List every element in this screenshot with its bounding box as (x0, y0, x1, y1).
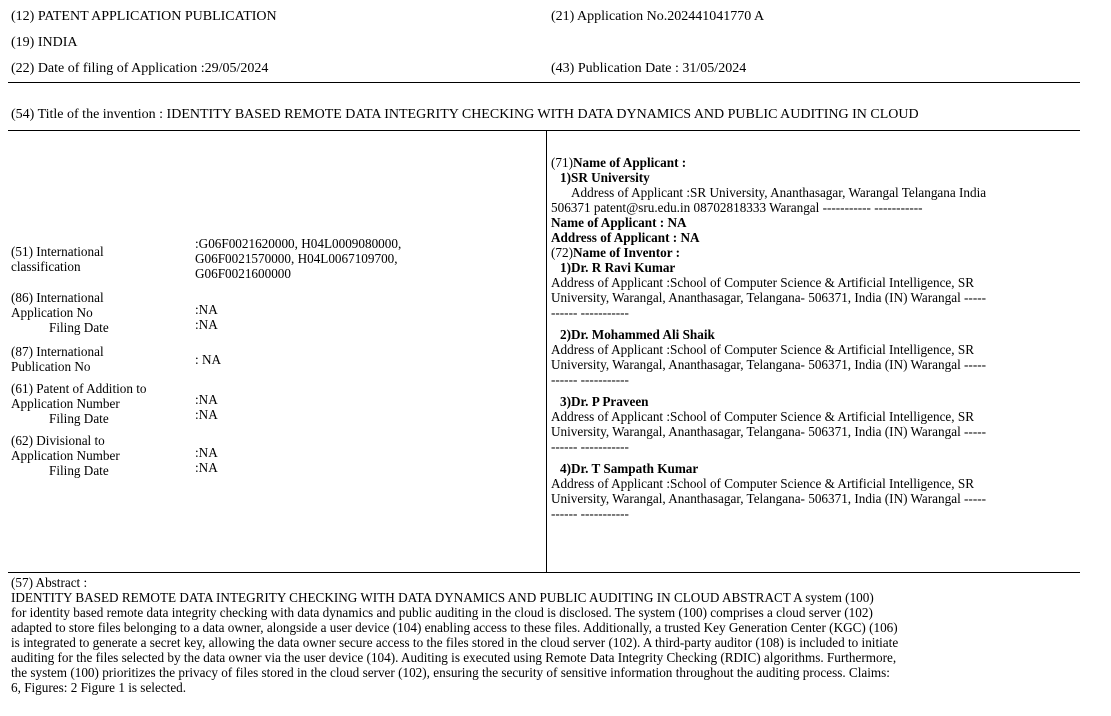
abstract-heading: (57) Abstract : (11, 575, 88, 590)
abstract-line: IDENTITY BASED REMOTE DATA INTEGRITY CHECKING WITH DATA DYNAMICS AND PUBLIC AUDITING IN CLOUD ABSTRACT A system (100) (11, 590, 874, 605)
inventor-address-line: Address of Applicant :School of Computer Science & Artificial Intelligence, SR (551, 476, 975, 491)
inventor-entry (551, 394, 1079, 454)
publication-date: (43) Publication Date : 31/05/2024 (551, 61, 747, 76)
inventor-address-line: Address of Applicant :School of Computer Science & Artificial Intelligence, SR (551, 409, 975, 424)
inventor-heading: (72)Name of Inventor : (551, 245, 681, 260)
applicant-name-na: Name of Applicant : NA (551, 215, 687, 230)
applicant-heading: (71)Name of Applicant : (551, 155, 687, 170)
inventor-address-line: ------ ----------- (551, 439, 629, 454)
inventor-entry (551, 260, 1079, 320)
divider-abstract (8, 572, 1080, 573)
inventor-name: 2)Dr. Mohammed Ali Shaik (560, 327, 715, 342)
publication-type: (12) PATENT APPLICATION PUBLICATION (11, 9, 277, 24)
inventor-address-line: University, Warangal, Ananthasagar, Telangana- 506371, India (IN) Warangal ----- (551, 491, 986, 506)
inventor-address-line: Address of Applicant :School of Computer Science & Artificial Intelligence, SR (551, 342, 975, 357)
inventor-address-line: ------ ----------- (551, 372, 629, 387)
abstract-line: auditing for the files selected by the data owner via the user device (104). Auditing is executed using Remote Data Integrity Checking (RDIC) algorithms. Furthermore, (11, 650, 897, 665)
inventor-address-line: ------ ----------- (551, 506, 629, 521)
filing-date: (22) Date of filing of Application :29/05/2024 (11, 61, 269, 76)
inventor-name: 3)Dr. P Praveen (560, 394, 649, 409)
abstract-line: the system (100) prioritizes the privacy of files stored in the cloud server (102), ensuring the security of sensitive information throughout the auditing process. Claims: (11, 665, 890, 680)
divider-title (8, 130, 1080, 131)
inventor-address-line: University, Warangal, Ananthasagar, Telangana- 506371, India (IN) Warangal ----- (551, 357, 986, 372)
abstract-line: adapted to store files belonging to a data owner, alongside a user device (104) enabling access to these files. Additionally, a trusted Key Generation Center (KGC) (106) (11, 620, 898, 635)
inventor-address-line: University, Warangal, Ananthasagar, Telangana- 506371, India (IN) Warangal ----- (551, 290, 986, 305)
inventor-entry (551, 327, 1079, 387)
divider-vertical (546, 130, 547, 572)
inventor-entry (551, 461, 1079, 521)
divider-top (8, 82, 1080, 83)
abstract-line: for identity based remote data integrity checking with data dynamics and public auditing in the cloud is disclosed. The system (100) comprises a cloud server (102) (11, 605, 873, 620)
application-number: (21) Application No.202441041770 A (551, 9, 765, 24)
applicant-address-line: 506371 patent@sru.edu.in 08702818333 Warangal ----------- ----------- (551, 200, 923, 215)
inventor-address-line: Address of Applicant :School of Computer Science & Artificial Intelligence, SR (551, 275, 975, 290)
inventor-name: 1)Dr. R Ravi Kumar (560, 260, 676, 275)
applicant-address-na: Address of Applicant : NA (551, 230, 700, 245)
abstract-line: 6, Figures: 2 Figure 1 is selected. (11, 680, 187, 695)
invention-title: (54) Title of the invention : IDENTITY BASED REMOTE DATA INTEGRITY CHECKING WITH DATA DYNAMICS AND PUBLIC AUDITING IN CLOUD (11, 107, 919, 122)
abstract (11, 575, 1086, 695)
inventor-address-line: University, Warangal, Ananthasagar, Telangana- 506371, India (IN) Warangal ----- (551, 424, 986, 439)
inventor-address-line: ------ ----------- (551, 305, 629, 320)
applicant-name: 1)SR University (560, 170, 650, 185)
country: (19) INDIA (11, 35, 78, 50)
applicant-address-line: Address of Applicant :SR University, Ananthasagar, Warangal Telangana India (571, 185, 987, 200)
inventor-name: 4)Dr. T Sampath Kumar (560, 461, 699, 476)
abstract-line: is integrated to generate a secret key, allowing the data owner secure access to the files stored in the cloud server (102). A third-party auditor (108) is included to initiate (11, 635, 899, 650)
applicant-inventor-block (551, 155, 1079, 521)
